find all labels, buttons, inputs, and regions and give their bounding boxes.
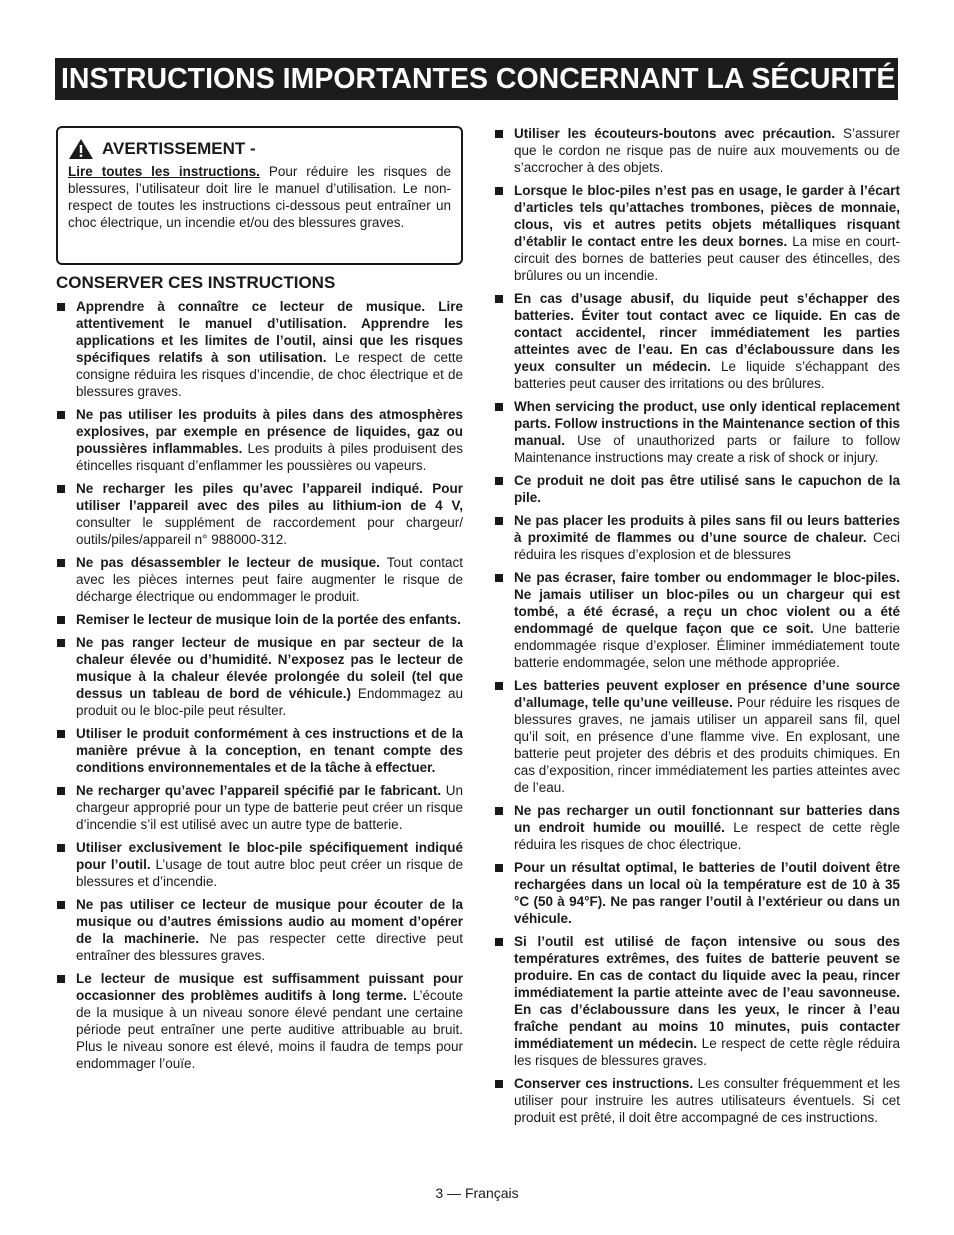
- bullet-square-icon: [57, 303, 65, 311]
- bullet-square-icon: [57, 639, 65, 647]
- bullet-square-icon: [57, 901, 65, 909]
- warning-title: AVERTISSEMENT -: [102, 139, 256, 158]
- list-item: [494, 933, 900, 1069]
- item-bold-text: Les batteries peuvent exploser en présence d’une source d’allumage, telle qu’une veilleuse.: [514, 678, 900, 710]
- bullet-square-icon: [495, 403, 503, 411]
- item-text: L’écoute de la musique à un niveau sonore élevé pendant une certaine période peut entraîner une perte auditive attribuable au bruit. Plus le niveau sonore est élevé, moins il faudra de temps pour endommager l’ouïe.: [76, 988, 463, 1071]
- bullet-square-icon: [57, 559, 65, 567]
- item-bold-text: Pour un résultat optimal, le batteries de l’outil doivent être rechargées dans un local où la température est de 10 à 35 °C (50 à 94°F). Ne pas ranger l’outil à l’extérieur ou dans un véhicule.: [514, 860, 900, 926]
- bullet-square-icon: [495, 574, 503, 582]
- warning-box: [56, 126, 463, 265]
- item-text: Endommagez au produit ou le bloc-pile peut résulter.: [76, 686, 463, 718]
- list-item: [494, 1075, 900, 1126]
- list-item: [56, 611, 463, 628]
- item-text: Le liquide s’échappant des batteries peut causer des irritations ou des brûlures.: [514, 359, 900, 391]
- bullet-square-icon: [495, 938, 503, 946]
- item-text: Le respect de cette consigne réduira les risques d’incendie, de choc électrique et de blessures graves.: [76, 350, 464, 399]
- item-text: Ceci réduira les risques d’explosion et de blessures: [514, 530, 900, 562]
- item-text: Un chargeur approprié pour un type de batterie peut créer un risque d’incendie s’il est utilisé avec un autre type de batterie.: [76, 783, 464, 832]
- bullet-square-icon: [495, 130, 503, 138]
- list-item: [494, 182, 900, 284]
- item-bold-text: Ne pas placer les produits à piles sans fil ou leurs batteries à proximité de flammes ou d’une source de chaleur.: [514, 513, 900, 545]
- warning-body: Pour réduire les risques de blessures, l’utilisateur doit lire le manuel d’utilisation. Le non-respect de toutes les instructions ci-dessous peut entraîner un choc électrique, un incendie et/ou des blessures graves.: [68, 164, 451, 230]
- list-item: [56, 970, 463, 1072]
- item-text: Use of unauthorized parts or failure to follow Maintenance instructions may create a risk of shock or injury.: [514, 433, 900, 465]
- bullet-square-icon: [57, 975, 65, 983]
- item-bold-text: Lorsque le bloc-piles n’est pas en usage, le garder à l’écart d’articles tels qu’attaches trombones, pièces de monnaie, clous, vis et autres petits objets métalliques risquant d’établir le contact entre les deux bornes.: [514, 183, 900, 249]
- bullet-square-icon: [495, 187, 503, 195]
- bullet-square-icon: [57, 616, 65, 624]
- bullet-square-icon: [495, 807, 503, 815]
- section-title: CONSERVER CES INSTRUCTIONS: [56, 273, 336, 292]
- list-item: [494, 802, 900, 853]
- item-bold-text: Ce produit ne doit pas être utilisé sans le capuchon de la pile.: [514, 473, 900, 505]
- list-item: [56, 554, 463, 605]
- warning-triangle-icon: [68, 138, 94, 160]
- list-item: [56, 634, 463, 719]
- list-item: [494, 472, 900, 506]
- item-bold-text: Si l’outil est utilisé de façon intensive ou sous des températures extrêmes, des fuites de batterie peuvent se produire. En cas de contact du liquide avec la peau, rincer immédiatement la partie atteinte avec de l’eau savonneuse. En cas d’éclaboussure dans les yeux, le rincer à l’eau fraîche pendant au moins 10 minutes, puis contacter immédiatement un médecin.: [514, 934, 900, 1051]
- warning-lead: Lire toutes les instructions.: [68, 164, 260, 179]
- item-text: Les produits à piles produisent des étincelles risquant d’enflammer les poussières ou vapeurs.: [76, 441, 463, 473]
- item-bold-text: Utiliser le produit conformément à ces instructions et de la manière prévue à la conception, en tenant compte des conditions environnementales et de la tâche à effectuer.: [76, 726, 463, 775]
- item-text: Tout contact avec les pièces internes peut faire augmenter le risque de décharge électrique ou endommager le produit.: [76, 555, 463, 604]
- bullet-square-icon: [57, 411, 65, 419]
- list-item: [494, 290, 900, 392]
- warning-text: [68, 163, 451, 231]
- bullet-square-icon: [57, 787, 65, 795]
- list-item: [494, 569, 900, 671]
- item-bold-text: Ne pas utiliser les produits à piles dans des atmosphères explosives, par exemple en présence de liquides, gaz ou poussières inflammables.: [76, 407, 463, 456]
- list-item: [494, 859, 900, 927]
- list-item: [494, 677, 900, 796]
- list-item: [494, 125, 900, 176]
- right-safety-list: [494, 125, 900, 1132]
- item-bold-text: Utiliser exclusivement le bloc-pile spécifiquement indiqué pour l’outil.: [76, 840, 463, 872]
- item-bold-text: Ne recharger les piles qu’avec l’appareil indiqué. Pour utiliser l’appareil avec des piles au lithium-ion de 4 V,: [76, 481, 463, 513]
- item-bold-text: Ne pas écraser, faire tomber ou endommager le bloc-piles. Ne jamais utiliser un bloc-piles ou un chargeur qui est tombé, a été écrasé, a reçu un choc violent ou a été endommagé de quelque façon que ce soit.: [514, 570, 900, 636]
- bullet-square-icon: [495, 517, 503, 525]
- list-item: [56, 782, 463, 833]
- item-bold-text: Ne recharger qu’avec l’appareil spécifié par le fabricant.: [76, 783, 442, 798]
- bullet-square-icon: [495, 682, 503, 690]
- item-bold-text: Remiser le lecteur de musique loin de la portée des enfants.: [76, 612, 461, 627]
- page-footer: 3 — Français: [435, 1185, 519, 1201]
- item-text: Ne pas respecter cette directive peut entraîner des blessures graves.: [76, 931, 463, 963]
- item-bold-text: Ne pas désassembler le lecteur de musique.: [76, 555, 380, 570]
- warning-heading: [68, 138, 451, 160]
- list-item: [494, 512, 900, 563]
- item-bold-text: Ne pas ranger lecteur de musique en par secteur de la chaleur élevée ou d’humidité. N’exposez pas le lecteur de musique à la chaleur élevée prolongée du soleil (tel que dessus un tableau de bord de véhicule.): [76, 635, 463, 701]
- item-text: Pour réduire les risques de blessures graves, ne jamais utiliser un appareil sans fil, quel qu’il soit, en présence d’une flamme vive. En explosant, une batterie peut projeter des débris et des produits chimiques. En cas d’exposition, rincer immédiatement les parties atteintes avec de l’eau.: [514, 695, 900, 795]
- bullet-square-icon: [495, 864, 503, 872]
- list-item: [56, 839, 463, 890]
- list-item: [494, 398, 900, 466]
- item-text: L’usage de tout autre bloc peut créer un risque de blessures et d’incendie.: [76, 857, 463, 889]
- bullet-square-icon: [57, 485, 65, 493]
- item-bold-text: Apprendre à connaître ce lecteur de musique. Lire attentivement le manuel d’utilisation. Apprendre les applications et les limites de l’outil, ainsi que les risques spécifiques relatifs à son utilisation.: [76, 299, 463, 365]
- bullet-square-icon: [495, 1080, 503, 1088]
- item-bold-text: Ne pas utiliser ce lecteur de musique pour écouter de la musique ou d’autres émissions audio au moment d’opérer de la machinerie.: [76, 897, 463, 946]
- item-bold-text: Conserver ces instructions.: [514, 1076, 694, 1091]
- list-item: [56, 896, 463, 964]
- item-bold-text: When servicing the product, use only identical replacement parts. Follow instructions in the Maintenance section of this manual.: [514, 399, 900, 448]
- item-bold-text: Utiliser les écouteurs-boutons avec précaution.: [514, 126, 836, 141]
- item-bold-text: Le lecteur de musique est suffisamment puissant pour occasionner des problèmes auditifs à long terme.: [76, 971, 463, 1003]
- item-text: Une batterie endommagée risque d’exploser. Éliminer immédiatement toute batterie endommagée, selon une méthode appropriée.: [514, 621, 900, 670]
- item-text: Le respect de cette règle réduira les risques de choc électrique.: [514, 820, 901, 852]
- bullet-square-icon: [57, 730, 65, 738]
- bullet-square-icon: [57, 844, 65, 852]
- item-text: Les consulter fréquemment et les utiliser pour instruire les autres utilisateurs éventuels. Si cet produit est prêté, il doit être accompagné de ces instructions.: [514, 1076, 900, 1125]
- item-bold-text: Ne pas recharger un outil fonctionnant sur batteries dans un endroit humide ou mouillé.: [514, 803, 900, 835]
- item-text: Le respect de cette règle réduira les risques de blessures graves.: [514, 1036, 901, 1068]
- page-title: INSTRUCTIONS IMPORTANTES CONCERNANT LA SÉCURITÉ: [55, 58, 898, 100]
- bullet-square-icon: [495, 295, 503, 303]
- left-safety-list: [56, 298, 463, 1078]
- list-item: [56, 725, 463, 776]
- bullet-square-icon: [495, 477, 503, 485]
- list-item: [56, 298, 463, 400]
- item-text: S’assurer que le cordon ne risque pas de nuire aux mouvements ou de s’accrocher à des objets.: [514, 126, 900, 175]
- list-item: [56, 406, 463, 474]
- item-bold-text: En cas d’usage abusif, du liquide peut s’échapper des batteries. Éviter tout contact avec ce liquide. En cas de contact accidentel, rincer immédiatement les parties atteintes avec de l’eau. En cas d’éclaboussure dans les yeux consulter un médecin.: [514, 291, 900, 374]
- list-item: [56, 480, 463, 548]
- item-text: consulter le supplément de raccordement pour chargeur/ outils/piles/appareil n° 988000-312.: [76, 515, 463, 547]
- item-text: La mise en court-circuit des bornes de batteries peut causer des étincelles, des brûlures ou un incendie.: [514, 234, 900, 283]
